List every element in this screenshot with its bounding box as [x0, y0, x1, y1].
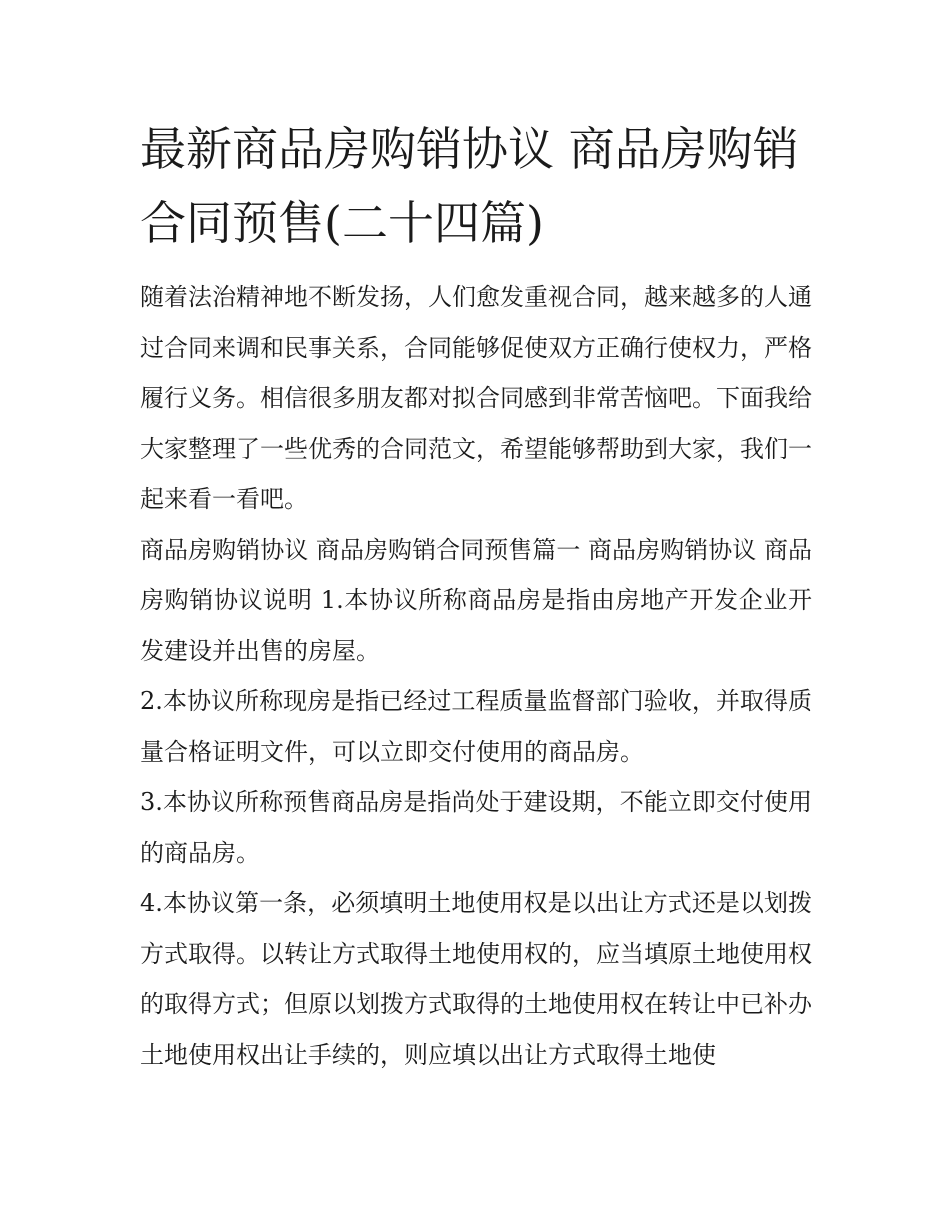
- paragraph-clause-4: 4.本协议第一条，必须填明土地使用权是以出让方式还是以划拨方式取得。以转让方式取得土地使用权的，应当填原土地使用权的取得方式；但原以划拨方式取得的土地使用权在转让中已补办土地使用权出让手续的，则应填以出让方式取得土地使: [140, 889, 812, 1069]
- document-title: 最新商品房购销协议 商品房购销合同预售(二十四篇): [140, 122, 799, 250]
- paragraph-clause-3: 3.本协议所称预售商品房是指尚处于建设期，不能立即交付使用的商品房。: [140, 788, 812, 867]
- paragraph-intro: 随着法治精神地不断发扬，人们愈发重视合同，越来越多的人通过合同来调和民事关系，合同能够促使双方正确行使权力，严格履行义务。相信很多朋友都对拟合同感到非常苦恼吧。下面我给大家整理了一些优秀的合同范文，希望能够帮助到大家，我们一起来看一看吧。: [140, 283, 812, 513]
- document-body: [140, 272, 812, 1080]
- document-page: [140, 112, 812, 1080]
- paragraph-clause-2: 2.本协议所称现房是指已经过工程质量监督部门验收，并取得质量合格证明文件，可以立即交付使用的商品房。: [140, 687, 812, 766]
- paragraph-section-one: 商品房购销协议 商品房购销合同预售篇一 商品房购销协议 商品房购销协议说明 1.本协议所称商品房是指由房地产开发企业开发建设并出售的房屋。: [140, 535, 812, 665]
